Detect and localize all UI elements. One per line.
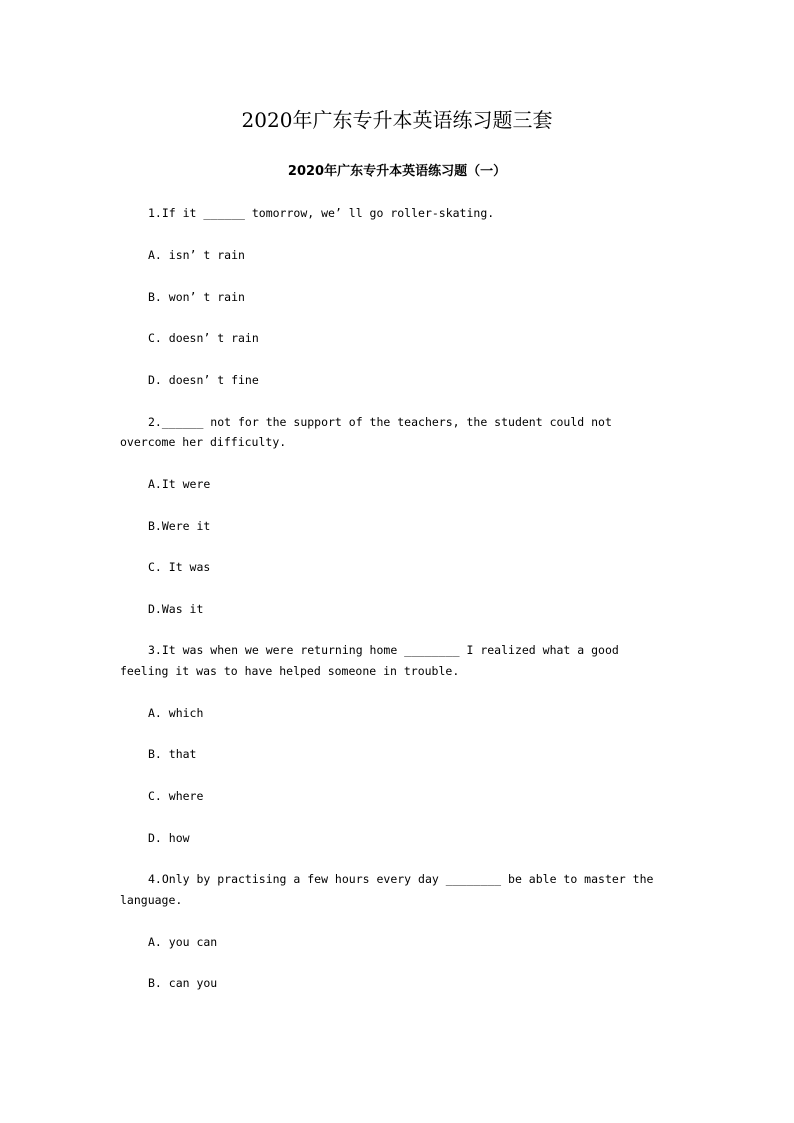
question-1-stem: 1.If it ______ tomorrow, we’ ll go roller-skating. bbox=[148, 206, 495, 220]
question-2-option-c: C. It was bbox=[148, 560, 211, 574]
question-4-stem-continued: language. bbox=[120, 893, 183, 907]
question-3-option-d: D. how bbox=[148, 831, 190, 845]
question-4-stem: 4.Only by practising a few hours every day ________ be able to master the bbox=[148, 872, 654, 886]
question-1-option-c: C. doesn’ t rain bbox=[148, 331, 259, 345]
question-2-stem: 2.______ not for the support of the teachers, the student could not bbox=[148, 415, 612, 429]
question-3-option-a: A. which bbox=[148, 706, 204, 720]
question-2-option-a: A.It were bbox=[148, 477, 211, 491]
document-title: 2020年广东专升本英语练习题三套 bbox=[241, 108, 553, 132]
question-2-option-d: D.Was it bbox=[148, 602, 204, 616]
section-subtitle: 2020年广东专升本英语练习题（一） bbox=[287, 164, 507, 179]
question-4-option-a: A. you can bbox=[148, 935, 218, 949]
question-2-option-b: B.Were it bbox=[148, 519, 211, 533]
question-1-option-b: B. won’ t rain bbox=[148, 290, 245, 304]
question-3-option-c: C. where bbox=[148, 789, 204, 803]
question-3-option-b: B. that bbox=[148, 747, 197, 761]
question-1-option-d: D. doesn’ t fine bbox=[148, 373, 259, 387]
question-3-stem: 3.It was when we were returning home ________ I realized what a good bbox=[148, 643, 619, 657]
question-3-stem-continued: feeling it was to have helped someone in trouble. bbox=[120, 664, 460, 678]
question-1-option-a: A. isn’ t rain bbox=[148, 248, 245, 262]
question-4-option-b: B. can you bbox=[148, 976, 218, 990]
question-2-stem-continued: overcome her difficulty. bbox=[120, 435, 287, 449]
